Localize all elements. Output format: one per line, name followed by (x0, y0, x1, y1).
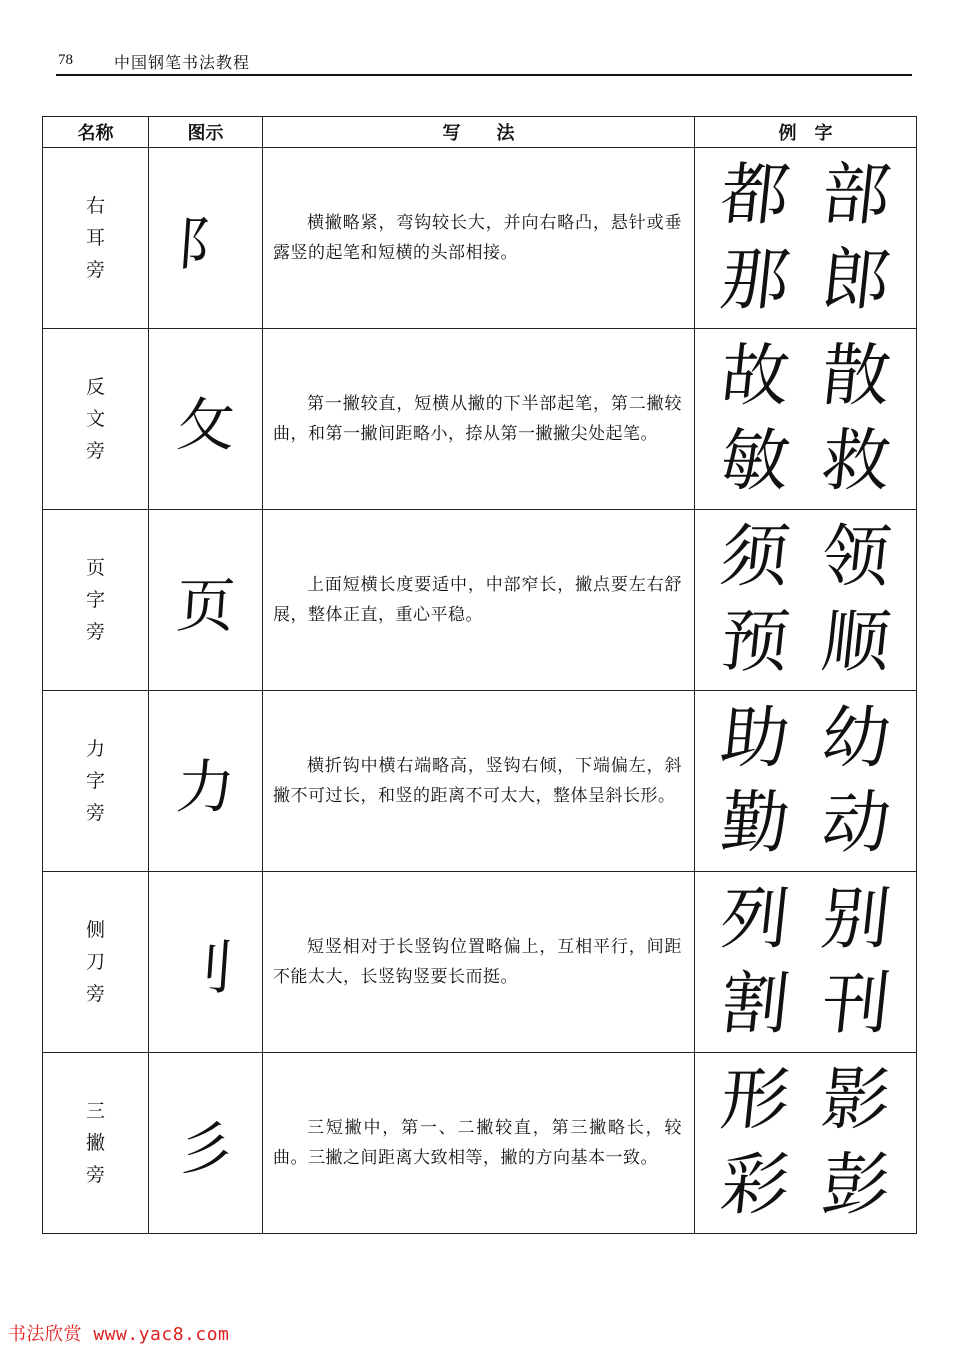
radical-figure: 攵 (142, 329, 269, 510)
example-char: 那 (717, 240, 794, 320)
example-char: 郎 (817, 240, 894, 320)
radical-figure: 页 (142, 510, 269, 691)
example-char: 彭 (817, 1145, 894, 1225)
page-header (56, 48, 912, 76)
table-header-row (43, 117, 917, 148)
table-row (43, 148, 917, 329)
radical-name: 右 耳 旁 (43, 148, 149, 329)
example-char: 领 (817, 517, 894, 597)
writing-method: 横撇略紧，弯钩较长大，并向右略凸，悬针或垂露竖的起笔和短横的头部相接。 (263, 148, 695, 329)
example-characters (695, 148, 917, 329)
header-examples: 例 字 (695, 117, 917, 148)
example-char: 故 (717, 336, 794, 416)
example-characters (695, 329, 917, 510)
book-title: 中国钢笔书法教程 (114, 53, 251, 72)
example-characters (695, 691, 917, 872)
example-char: 幼 (817, 698, 894, 778)
table-row (43, 329, 917, 510)
example-char: 影 (817, 1060, 894, 1140)
example-char: 割 (717, 964, 794, 1044)
example-char: 别 (817, 879, 894, 959)
example-char: 顺 (817, 602, 894, 682)
example-char: 彩 (717, 1145, 794, 1225)
radical-name: 页 字 旁 (43, 510, 149, 691)
example-characters (695, 510, 917, 691)
example-char: 敏 (717, 421, 794, 501)
example-char: 预 (717, 602, 794, 682)
site-watermark: 书法欣赏 www.yac8.com (8, 1324, 230, 1345)
table-row (43, 691, 917, 872)
example-char: 助 (717, 698, 794, 778)
header-method: 写 法 (263, 117, 695, 148)
example-char: 都 (717, 155, 794, 235)
example-char: 救 (817, 421, 894, 501)
example-char: 部 (817, 155, 894, 235)
radical-figure: 力 (142, 691, 269, 872)
page-number: 78 (58, 52, 73, 68)
example-char: 动 (817, 783, 894, 863)
example-characters (695, 1053, 917, 1234)
radical-name: 力 字 旁 (43, 691, 149, 872)
radical-name: 反 文 旁 (43, 329, 149, 510)
radical-figure: 彡 (142, 1053, 269, 1234)
writing-method: 第一撇较直，短横从撇的下半部起笔，第二撇较曲，和第一撇间距略小，捺从第一撇撇尖处起笔。 (263, 329, 695, 510)
table-row (43, 510, 917, 691)
radical-figure: 刂 (142, 872, 269, 1053)
writing-method: 横折钩中横右端略高，竖钩右倾，下端偏左，斜撇不可过长，和竖的距离不可太大，整体呈斜长形。 (263, 691, 695, 872)
example-char: 刊 (817, 964, 894, 1044)
table-row (43, 872, 917, 1053)
header-name: 名称 (43, 117, 149, 148)
header-figure: 图示 (149, 117, 263, 148)
table-row (43, 1053, 917, 1234)
writing-method: 上面短横长度要适中，中部窄长，撇点要左右舒展，整体正直，重心平稳。 (263, 510, 695, 691)
radical-figure: 阝 (142, 148, 269, 329)
writing-method: 三短撇中，第一、二撇较直，第三撇略长，较曲。三撇之间距离大致相等，撇的方向基本一致。 (263, 1053, 695, 1234)
example-char: 须 (717, 517, 794, 597)
radical-name: 三 撇 旁 (43, 1053, 149, 1234)
radicals-table (42, 116, 917, 1234)
example-char: 形 (717, 1060, 794, 1140)
example-characters (695, 872, 917, 1053)
example-char: 散 (817, 336, 894, 416)
writing-method: 短竖相对于长竖钩位置略偏上，互相平行，间距不能太大，长竖钩竖要长而挺。 (263, 872, 695, 1053)
example-char: 勤 (717, 783, 794, 863)
example-char: 列 (717, 879, 794, 959)
radical-name: 侧 刀 旁 (43, 872, 149, 1053)
